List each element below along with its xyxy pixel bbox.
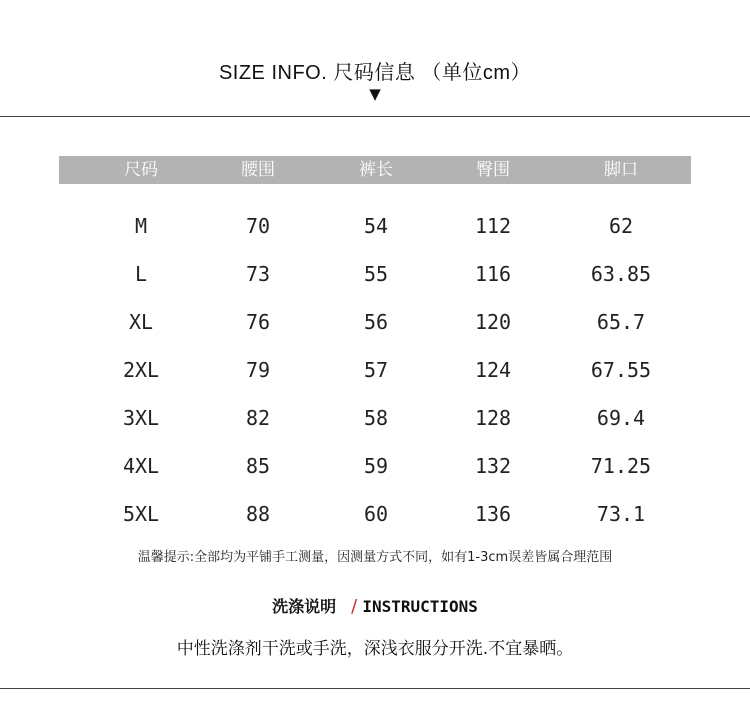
cell-length: 56 (363, 310, 389, 334)
cell-waist: 88 (245, 502, 271, 526)
cell-length: 54 (363, 214, 389, 238)
cell-hip: 136 (474, 502, 512, 526)
cell-waist: 82 (245, 406, 271, 430)
header-size: 尺码 (124, 160, 158, 180)
header-length: 裤长 (359, 160, 393, 180)
table-row (0, 307, 750, 337)
measurement-note: 温馨提示:全部均为平铺手工测量，因测量方式不同，如有1-3cm误差皆属合理范围 (137, 550, 613, 565)
wash-title-cn: 洗涤说明 (272, 597, 337, 616)
cell-hem: 62 (608, 214, 634, 238)
header-waist: 腰围 (241, 160, 275, 180)
cell-hem: 71.25 (590, 454, 652, 478)
slash-divider: / (351, 596, 358, 617)
cell-length: 57 (363, 358, 389, 382)
cell-size: XL (128, 310, 154, 334)
table-row (0, 259, 750, 289)
cell-length: 58 (363, 406, 389, 430)
page-title: SIZE INFO. 尺码信息 （单位cm） (218, 62, 532, 84)
cell-waist: 85 (245, 454, 271, 478)
cell-size: 2XL (122, 358, 160, 382)
table-row (0, 451, 750, 481)
cell-size: 3XL (122, 406, 160, 430)
cell-length: 55 (363, 262, 389, 286)
cell-hip: 112 (474, 214, 512, 238)
table-row (0, 403, 750, 433)
cell-hip: 120 (474, 310, 512, 334)
cell-hip: 124 (474, 358, 512, 382)
cell-length: 59 (363, 454, 389, 478)
cell-hem: 67.55 (590, 358, 652, 382)
cell-hip: 132 (474, 454, 512, 478)
header-hip: 臀围 (476, 160, 510, 180)
cell-waist: 73 (245, 262, 271, 286)
cell-hem: 63.85 (590, 262, 652, 286)
cell-size: M (134, 214, 148, 238)
header-hem: 脚口 (604, 160, 638, 180)
cell-size: 5XL (122, 502, 160, 526)
down-arrow-icon: ▼ (369, 85, 381, 103)
cell-size: L (134, 262, 148, 286)
wash-instructions-text: 中性洗涤剂干洗或手洗，深浅衣服分开洗.不宜暴晒。 (176, 639, 574, 659)
cell-hip: 128 (474, 406, 512, 430)
cell-hem: 65.7 (596, 310, 646, 334)
cell-hip: 116 (474, 262, 512, 286)
top-divider (0, 116, 750, 117)
cell-waist: 79 (245, 358, 271, 382)
cell-hem: 69.4 (596, 406, 646, 430)
cell-waist: 76 (245, 310, 271, 334)
cell-length: 60 (363, 502, 389, 526)
wash-instructions-heading (0, 594, 750, 617)
cell-hem: 73.1 (596, 502, 646, 526)
cell-waist: 70 (245, 214, 271, 238)
wash-title-en: INSTRUCTIONS (362, 597, 478, 616)
size-table-header (59, 156, 691, 184)
table-row (0, 499, 750, 529)
bottom-divider (0, 688, 750, 689)
table-row (0, 355, 750, 385)
cell-size: 4XL (122, 454, 160, 478)
table-row (0, 211, 750, 241)
